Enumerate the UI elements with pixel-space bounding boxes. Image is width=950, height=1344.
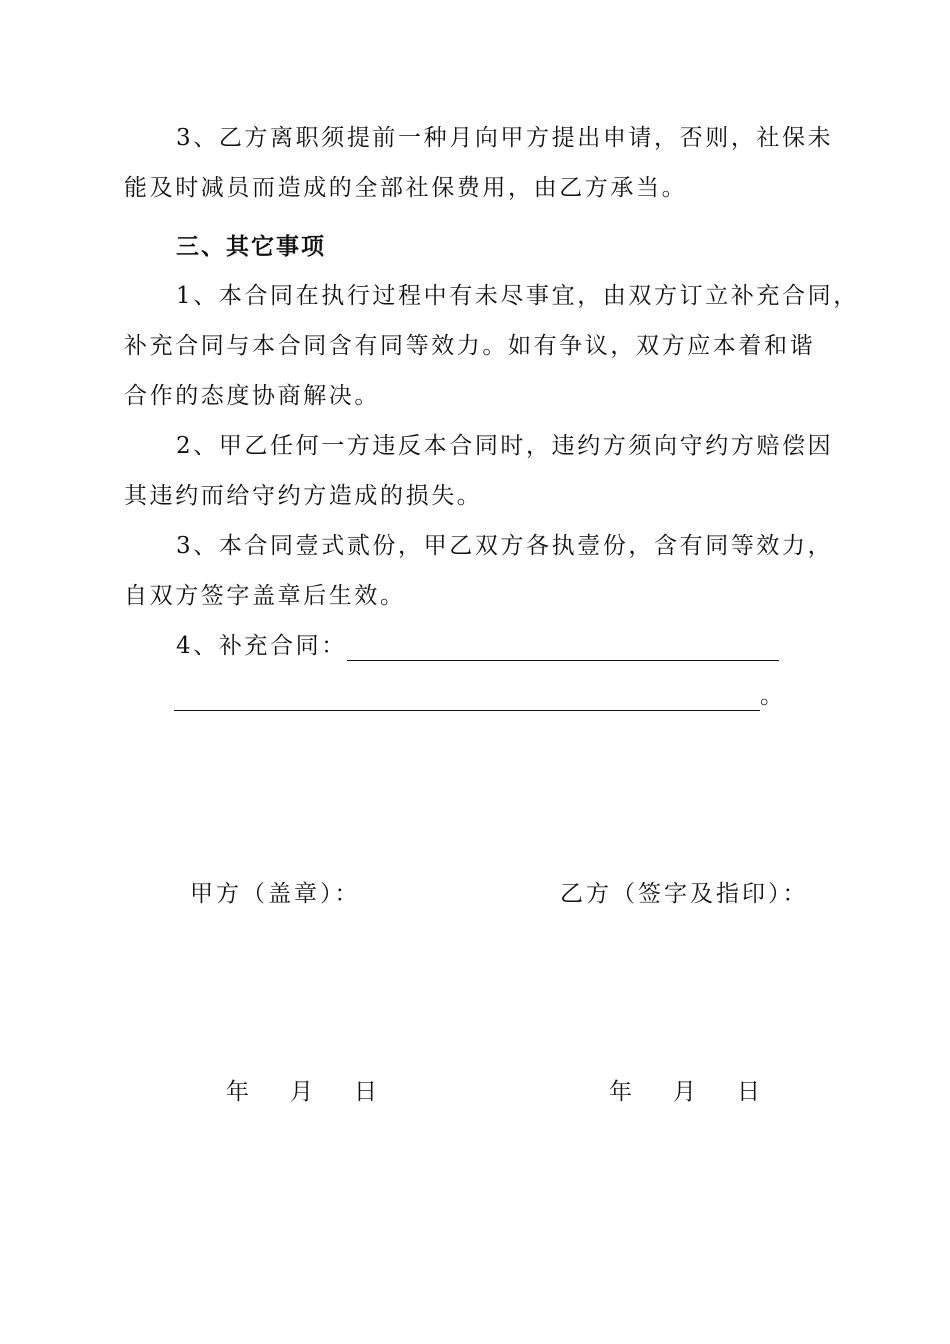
item-1-line-2: 补充合同与本合同含有同等效力。如有争议，双方应本着和谐 bbox=[124, 333, 816, 359]
item-4-label: 4、补充合同： bbox=[176, 633, 347, 659]
item-3-line-1: 3、本合同壹式贰份，甲乙双方各执壹份，含有同等效力， bbox=[176, 533, 834, 559]
party-a-month: 月 bbox=[290, 1079, 313, 1105]
party-b-day: 日 bbox=[737, 1079, 760, 1105]
item-4-end: 。 bbox=[760, 683, 786, 709]
party-a-year: 年 bbox=[226, 1079, 249, 1105]
supplement-blank-2 bbox=[174, 688, 760, 711]
item-3-line-2: 自双方签字盖章后生效。 bbox=[124, 583, 406, 609]
item-2-line-2: 其违约而给守约方造成的损失。 bbox=[124, 483, 483, 509]
item-2-line-1: 2、甲乙任何一方违反本合同时，违约方须向守约方赔偿因 bbox=[176, 433, 834, 459]
item-1-line-3: 合作的态度协商解决。 bbox=[124, 383, 380, 409]
section-title: 三、其它事项 bbox=[176, 234, 326, 260]
party-b-month: 月 bbox=[673, 1079, 696, 1105]
supplement-blank-1 bbox=[347, 638, 779, 661]
party-a-day: 日 bbox=[354, 1079, 377, 1105]
item-4-line bbox=[176, 631, 779, 661]
party-b-year: 年 bbox=[609, 1079, 632, 1105]
clause-3-line-1: 3、乙方离职须提前一种月向甲方提出申请，否则，社保未 bbox=[176, 125, 834, 151]
clause-3-line-2: 能及时减员而造成的全部社保费用，由乙方承当。 bbox=[124, 175, 688, 201]
item-1-line-1: 1、本合同在执行过程中有未尽事宜，由双方订立补充合同， bbox=[176, 283, 859, 309]
party-a-label: 甲方（盖章）： bbox=[190, 881, 361, 907]
party-b-label: 乙方（签字及指印）： bbox=[560, 881, 809, 907]
item-4-continuation bbox=[174, 681, 786, 711]
